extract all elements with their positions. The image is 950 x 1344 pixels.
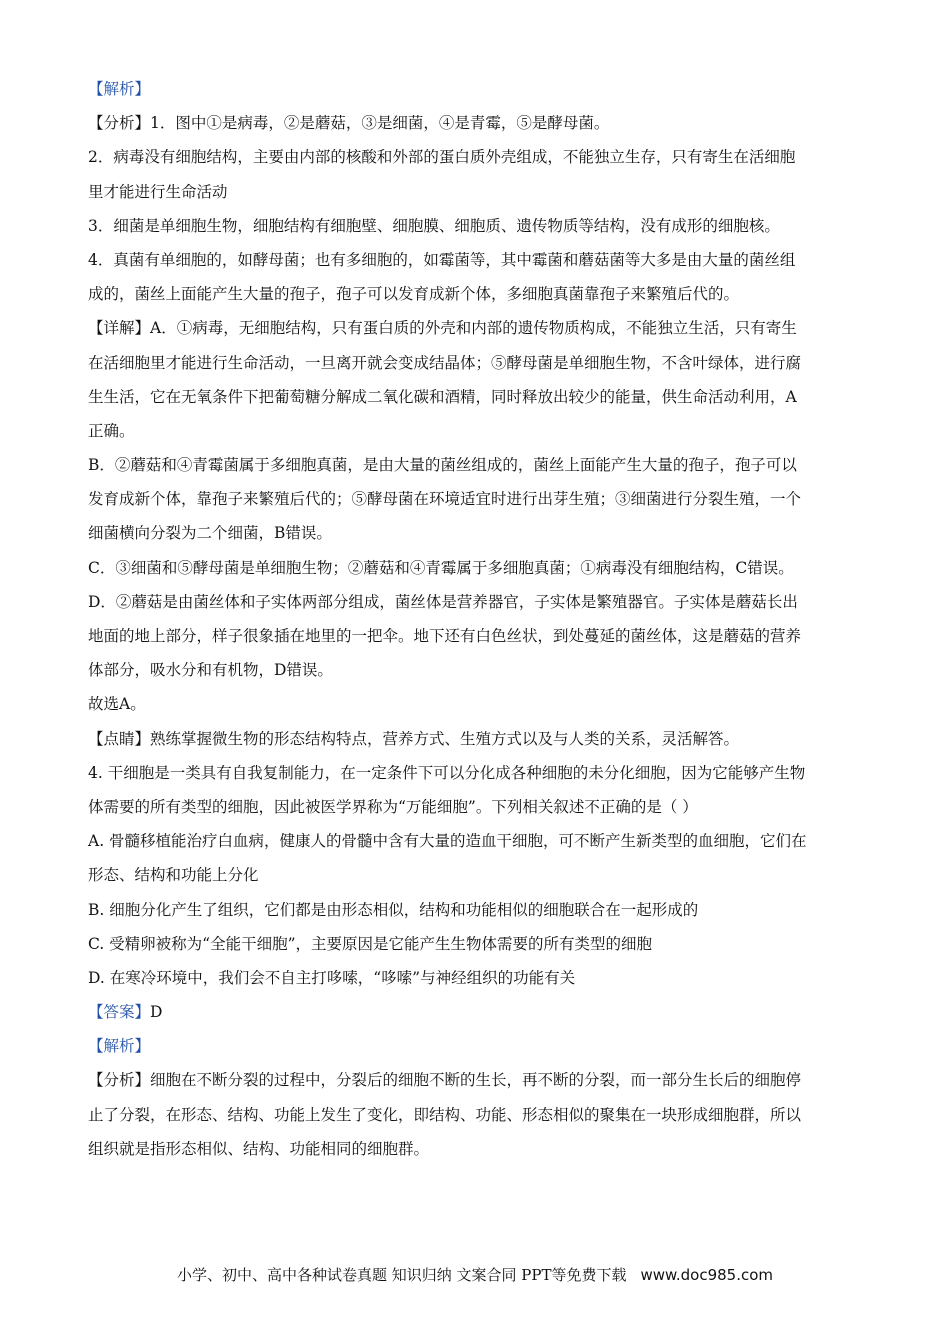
text-line: 生生活，它在无氧条件下把葡萄糖分解成二氧化碳和酒精，同时释放出较少的能量，供生命活动利用，A [88,387,797,406]
section-label: 【分析】 [88,1071,151,1090]
text-line: 体部分，吸水分和有机物，D错误。 [88,661,333,680]
text-line: 4．真菌有单细胞的，如酵母菌；也有多细胞的，如霉菌等，其中霉菌和蘑菇菌等大多是由大量的菌丝组 [88,250,796,269]
page-footer [0,1264,950,1285]
section-label: 【解析】 [88,80,151,98]
section-label: 【解析】 [88,1037,151,1056]
text-line [88,1029,868,1063]
text-line: 故选A。 [88,695,146,714]
text-line: 细菌横向分裂为二个细菌，B错误。 [88,524,332,543]
text-line: 在活细胞里才能进行生命活动，一旦离开就会变成结晶体；⑤酵母菌是单细胞生物，不含叶绿体，进行腐 [88,353,802,372]
footer-url[interactable]: www.doc985.com [640,1266,774,1284]
option-b: B. 细胞分化产生了组织，它们都是由形态相似，结构和功能相似的细胞联合在一起形成的 [88,900,699,919]
text-line: 【分析】细胞在不断分裂的过程中，分裂后的细胞不断的生长，再不断的分裂，而一部分生长后的细胞停 [88,1071,802,1090]
text-line: 2．病毒没有细胞结构，主要由内部的核酸和外部的蛋白质外壳组成，不能独立生存，只有寄生在活细胞 [88,148,796,167]
answer-line: 【答案】D [88,1003,163,1022]
section-label: 【分析】 [88,114,151,133]
text-line: 3．细菌是单细胞生物，细胞结构有细胞壁、细胞膜、细胞质、遗传物质等结构，没有成形的细胞核。 [88,216,780,235]
text-line: 止了分裂，在形态、结构、功能上发生了变化，即结构、功能、形态相似的聚集在一块形成细胞群，所以 [88,1105,802,1124]
section-label: 【答案】 [88,1003,151,1022]
option-c: C. 受精卵被称为“全能干细胞”，主要原因是它能产生生物体需要的所有类型的细胞 [88,934,653,953]
text-line: 成的，菌丝上面能产生大量的孢子，孢子可以发育成新个体，多细胞真菌靠孢子来繁殖后代的。 [88,285,740,304]
text-line: 里才能进行生命活动 [88,182,228,201]
option-a: A. 骨髓移植能治疗白血病，健康人的骨髓中含有大量的造血干细胞，可不断产生新类型的血细胞，它们在 [88,832,807,851]
text-line: C．③细菌和⑤酵母菌是单细胞生物；②蘑菇和④青霉属于多细胞真菌；①病毒没有细胞结构，C错误。 [88,558,794,577]
footer-text: 小学、初中、高中各种试卷真题 知识归纳 文案合同 PPT等免费下载 [176,1266,627,1284]
section-label: 【详解】 [88,319,151,338]
text-line: 【点睛】熟练掌握微生物的形态结构特点，营养方式、生殖方式以及与人类的关系，灵活解答。 [88,729,740,748]
text-line: 组织就是指形态相似、结构、功能相同的细胞群。 [88,1139,430,1158]
text-line: 【分析】1．图中①是病毒，②是蘑菇，③是细菌，④是青霉，⑤是酵母菌。 [88,114,610,133]
option-a: 形态、结构和功能上分化 [88,866,259,885]
text-line: 发育成新个体，靠孢子来繁殖后代的；⑤酵母菌在环境适宜时进行出芽生殖；③细菌进行分裂生殖，一个 [88,490,802,509]
text-line: 正确。 [88,421,135,440]
section-label: 【点睛】 [88,729,151,748]
text-line: D．②蘑菇是由菌丝体和子实体两部分组成，菌丝体是营养器官，子实体是繁殖器官。子实体是蘑菇长出 [88,592,798,611]
text-line: B．②蘑菇和④青霉菌属于多细胞真菌，是由大量的菌丝组成的，菌丝上面能产生大量的孢子，孢子可以 [88,456,797,475]
text-line [88,72,868,106]
question-text: 体需要的所有类型的细胞，因此被医学界称为“万能细胞”。下列相关叙述不正确的是（ ） [88,797,698,816]
question-text: 4. 干细胞是一类具有自我复制能力，在一定条件下可以分化成各种细胞的未分化细胞，因为它能够产生物 [88,763,806,782]
document-body [88,72,868,1166]
text-line: 【详解】A．①病毒，无细胞结构，只有蛋白质的外壳和内部的遗传物质构成，不能独立生活，只有寄生 [88,319,797,338]
option-d: D. 在寒冷环境中，我们会不自主打哆嗦，“哆嗦”与神经组织的功能有关 [88,968,576,987]
text-line: 地面的地上部分，样子很象插在地里的一把伞。地下还有白色丝状，到处蔓延的菌丝体，这是蘑菇的营养 [88,627,802,645]
